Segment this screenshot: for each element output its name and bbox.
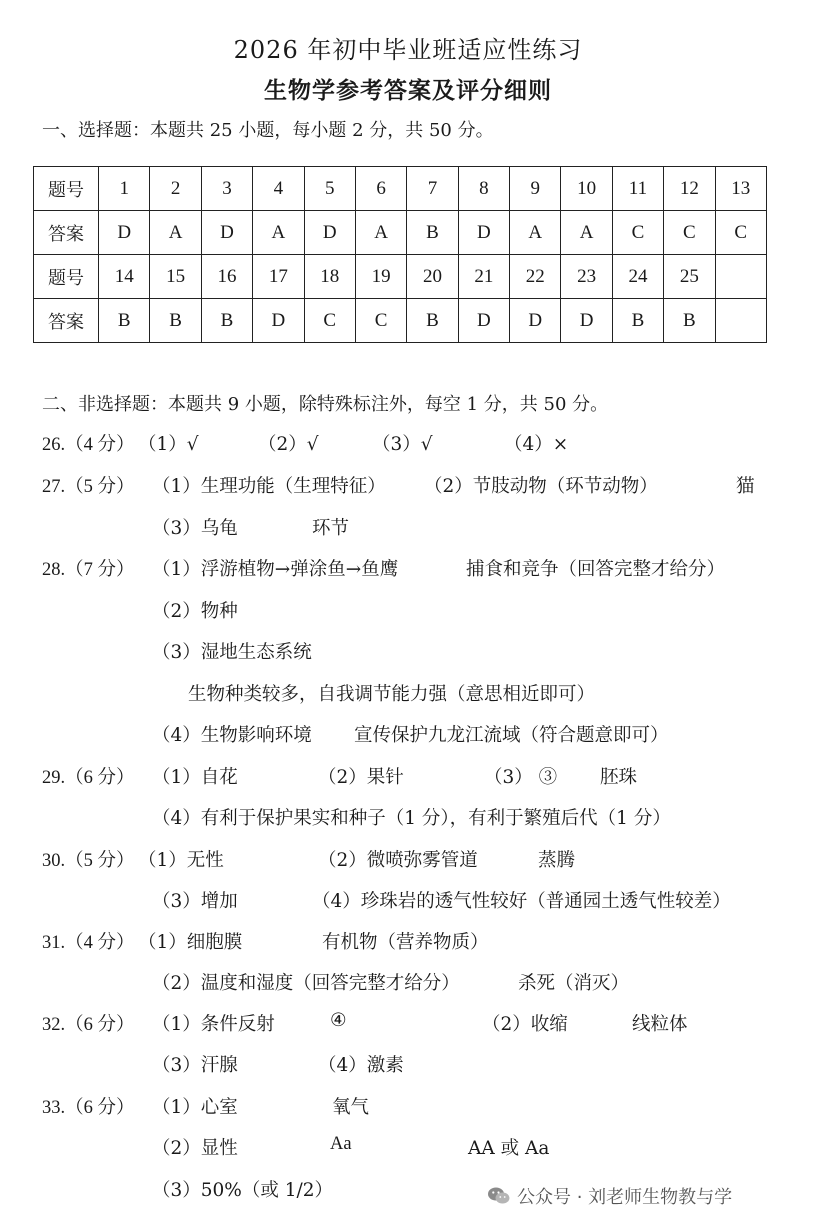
table-cell: 1 [99,167,150,211]
answer: （1）浮游植物→弹涂鱼→鱼鹰 [152,559,399,580]
table-cell: 6 [355,167,406,211]
answer: 氧气 [332,1097,370,1118]
question-label: 28.（7 分） [42,560,135,580]
answer: 杀死（消灭） [518,973,630,994]
table-cell: A [253,211,304,255]
answer: （1）自花 [152,767,238,788]
table-cell: 9 [510,167,561,211]
table-cell: D [510,299,561,343]
table-cell: 25 [664,255,715,299]
question-label: 26.（4 分） [42,435,135,455]
question-label: 29.（6 分） [42,768,135,788]
answer: 胚珠 [600,767,638,788]
section-1-heading: 一、选择题：本题共 25 小题，每小题 2 分，共 50 分。 [42,120,494,141]
table-cell: 4 [253,167,304,211]
table-cell: 8 [458,167,509,211]
table-cell: A [355,211,406,255]
table-cell: C [612,211,663,255]
table-cell: A [561,211,612,255]
table-cell [715,255,767,299]
table-cell: D [304,211,355,255]
table-cell: 3 [201,167,252,211]
table-cell: 17 [253,255,304,299]
table-cell: C [664,211,715,255]
table-cell [715,299,767,343]
table-cell: 5 [304,167,355,211]
table-cell: C [304,299,355,343]
table-cell: B [407,211,458,255]
table-cell: D [253,299,304,343]
answer: AA 或 Aa [468,1138,550,1159]
answer: 捕食和竞争（回答完整才给分） [466,559,726,580]
table-cell: B [150,299,201,343]
question-label: 30.（5 分） [42,851,135,871]
table-cell: C [355,299,406,343]
section-2-heading: 二、非选择题：本题共 9 小题，除特殊标注外，每空 1 分，共 50 分。 [42,394,609,415]
answer: （2）温度和湿度（回答完整才给分） [152,973,460,994]
answer: （3）湿地生态系统 [152,642,312,663]
table-cell: 11 [612,167,663,211]
answer: 线粒体 [632,1014,688,1035]
table-cell: 23 [561,255,612,299]
answer: （4）× [504,434,569,455]
table-cell: 12 [664,167,715,211]
answer: （1）生理功能（生理特征） [152,476,386,497]
answer: ④ [330,1010,347,1031]
table-cell: 24 [612,255,663,299]
table-cell: C [715,211,767,255]
answer: （4）珍珠岩的透气性较好（普通园土透气性较差） [312,891,731,912]
answer: （4）激素 [318,1055,404,1076]
question-label: 32.（6 分） [42,1015,135,1035]
row-label: 答案 [34,299,99,343]
table-cell: 16 [201,255,252,299]
table-row [34,255,767,299]
watermark [487,1183,732,1209]
answer: （1）√ [138,434,199,455]
answer: （3） ③ [484,767,558,788]
answer: （3）增加 [152,891,238,912]
table-cell: 15 [150,255,201,299]
table-cell: B [664,299,715,343]
answer: （2）微喷弥雾管道 [318,850,478,871]
wechat-icon [487,1186,511,1206]
row-label: 题号 [34,167,99,211]
table-row [34,299,767,343]
table-cell: 2 [150,167,201,211]
table-cell: 10 [561,167,612,211]
answer: Aa [330,1134,352,1154]
table-row [34,211,767,255]
table-cell: B [407,299,458,343]
answer: （3）√ [372,434,433,455]
table-cell: 22 [510,255,561,299]
question-label: 31.（4 分） [42,933,135,953]
table-cell: 13 [715,167,767,211]
answer: （2）物种 [152,601,238,622]
answer: （4）有利于保护果实和种子（1 分），有利于繁殖后代（1 分） [152,808,671,829]
answer: 生物种类较多，自我调节能力强（意思相近即可） [188,684,596,705]
answer-table [33,166,767,343]
answer: 蒸腾 [538,850,576,871]
answer: 环节 [312,518,350,539]
table-cell: 7 [407,167,458,211]
answer: （2）节肢动物（环节动物） [424,476,658,497]
table-row [34,167,767,211]
table-cell: 18 [304,255,355,299]
table-cell: 20 [407,255,458,299]
page-subtitle: 生物学参考答案及评分细则 [264,77,552,104]
table-cell: A [150,211,201,255]
table-cell: B [612,299,663,343]
table-cell: 19 [355,255,406,299]
watermark-text: 公众号 · 刘老师生物教与学 [517,1187,733,1208]
table-cell: D [458,299,509,343]
answer: （2）√ [258,434,319,455]
table-cell: 21 [458,255,509,299]
row-label: 答案 [34,211,99,255]
table-cell: B [201,299,252,343]
answer: （3）乌龟 [152,518,238,539]
table-cell: 14 [99,255,150,299]
table-cell: D [99,211,150,255]
table-cell: B [99,299,150,343]
answer: （1）细胞膜 [138,932,243,953]
row-label: 题号 [34,255,99,299]
table-cell: D [458,211,509,255]
answer: （3）汗腺 [152,1055,238,1076]
table-cell: A [510,211,561,255]
answer: 宣传保护九龙江流域（符合题意即可） [354,725,669,746]
answer: （3）50%（或 1/2） [152,1180,334,1201]
question-label: 33.（6 分） [42,1098,135,1118]
answer: （1）无性 [138,850,224,871]
page-title: 2026 年初中毕业班适应性练习 [233,36,583,64]
answer: 有机物（营养物质） [322,932,489,953]
table-cell: D [201,211,252,255]
answer: （1）心室 [152,1097,238,1118]
answer: （2）果针 [318,767,404,788]
answer: （2）显性 [152,1138,238,1159]
answer: （4）生物影响环境 [152,725,312,746]
question-label: 27.（5 分） [42,477,135,497]
table-cell: D [561,299,612,343]
answer: （1）条件反射 [152,1014,275,1035]
answer: 猫 [736,476,755,497]
answer: （2）收缩 [482,1014,568,1035]
